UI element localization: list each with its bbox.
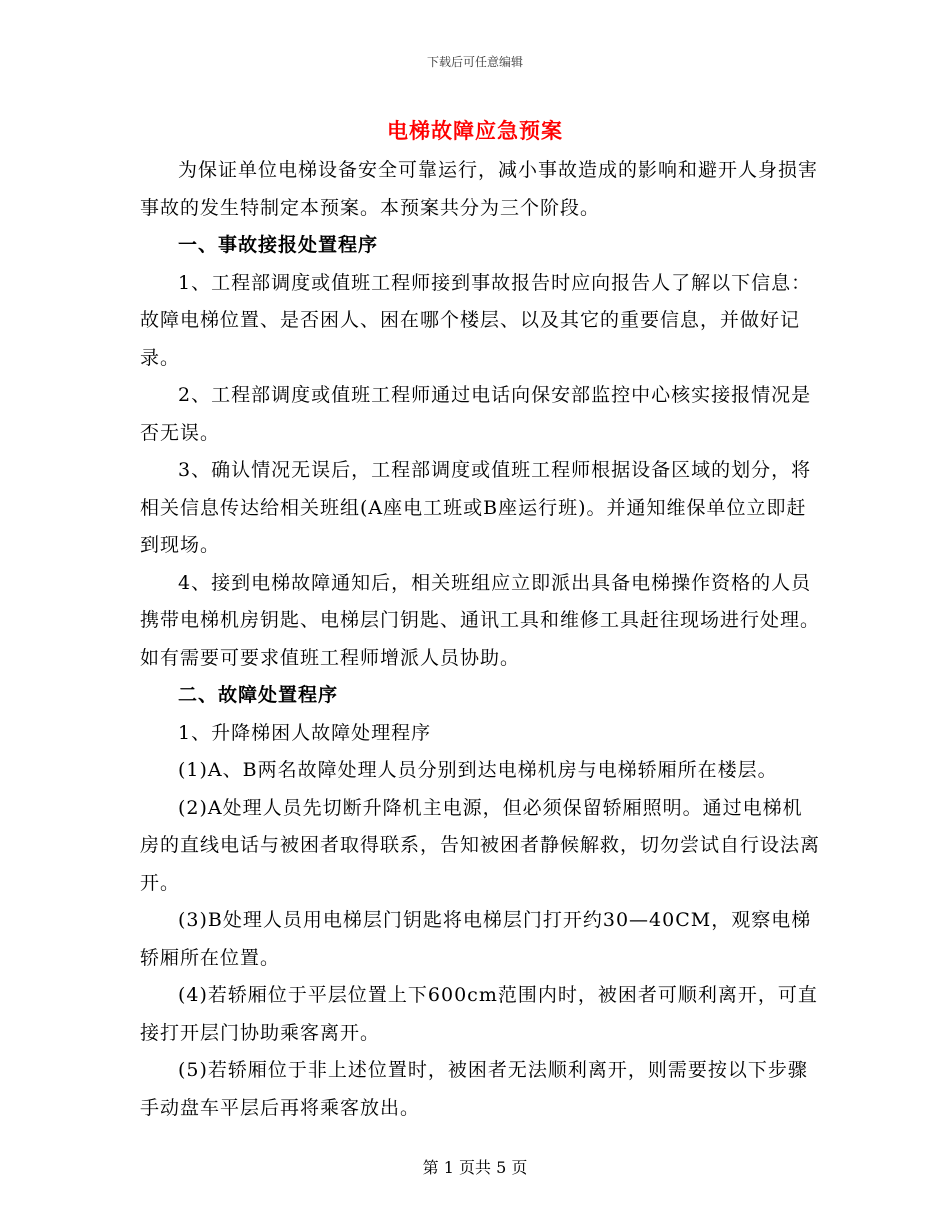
document-body <box>140 152 820 1127</box>
paragraph-step-5: (5)若轿厢位于非上述位置时，被困者无法顺利离开，则需要按以下步骤手动盘车平层后再将乘客放出。 <box>140 1059 808 1119</box>
paragraph-item-3: 3、确认情况无误后，工程部调度或值班工程师根据设备区域的划分，将相关信息传达给相关班组(A座电工班或B座运行班)。并通知维保单位立即赶到现场。 <box>140 459 812 556</box>
paragraph-subheading: 1、升降梯困人故障处理程序 <box>178 721 432 744</box>
document-title: 电梯故障应急预案 <box>387 118 563 143</box>
section-heading-1: 一、事故接报处置程序 <box>178 234 379 256</box>
paragraph-intro: 为保证单位电梯设备安全可靠运行，减小事故造成的影响和避开人身损害事故的发生特制定本预案。本预案共分为三个阶段。 <box>140 159 819 219</box>
paragraph-item-1: 1、工程部调度或值班工程师接到事故报告时应向报告人了解以下信息：故障电梯位置、是否困人、困在哪个楼层、以及其它的重要信息，并做好记录。 <box>140 271 812 369</box>
paragraph-step-4: (4)若轿厢位于平层位置上下600cm范围内时，被困者可顺利离开，可直接打开层门协助乘客离开。 <box>140 984 818 1044</box>
section-heading-2: 二、故障处置程序 <box>178 684 339 706</box>
header-note: 下载后可任意编辑 <box>426 55 523 69</box>
paragraph-item-4: 4、接到电梯故障通知后，相关班组应立即派出具备电梯操作资格的人员携带电梯机房钥匙、电梯层门钥匙、通讯工具和维修工具赶往现场进行处理。如有需要可要求值班工程师增派人员协助。 <box>140 571 821 669</box>
paragraph-step-1: (1)A、B两名故障处理人员分别到达电梯机房与电梯轿厢所在楼层。 <box>178 759 778 781</box>
paragraph-step-3: (3)B处理人员用电梯层门钥匙将电梯层门打开约30—40CM，观察电梯轿厢所在位置。 <box>140 909 812 969</box>
paragraph-step-2: (2)A处理人员先切断升降机主电源，但必须保留轿厢照明。通过电梯机房的直线电话与被困者取得联系，告知被困者静候解救，切勿尝试自行设法离开。 <box>140 796 821 894</box>
page-footer: 第 1 页共 5 页 <box>422 1158 528 1177</box>
paragraph-item-2: 2、工程部调度或值班工程师通过电话向保安部监控中心核实接报情况是否无误。 <box>140 384 812 444</box>
